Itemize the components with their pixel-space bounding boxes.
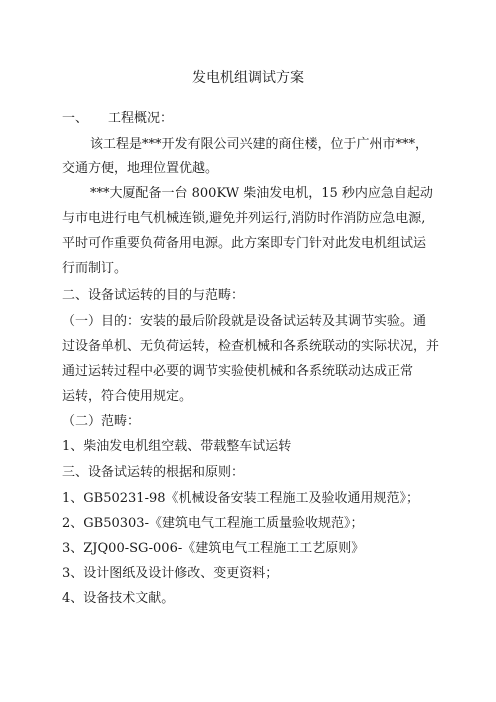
section3-item4: 3、设计图纸及设计修改、变更资料； xyxy=(62,566,279,581)
section1-heading: 工程概况： xyxy=(108,111,174,126)
section2-paragraph1-line4: 运转，符合使用规定。 xyxy=(62,389,193,404)
section2-paragraph1-line3: 通过运转过程中必要的调节实验使机械和各系统联动达成正常 xyxy=(62,364,414,379)
section2-item1: 1、柴油发电机组空载、带载整车试运转 xyxy=(62,439,292,454)
section1-paragraph2-line4: 行而制订。 xyxy=(62,261,128,276)
section2-paragraph1-line2: 过设备单机、无负荷运转，检查机械和各系统联动的实际状况，并 xyxy=(62,339,440,354)
section1-heading-number: 一、 xyxy=(62,111,89,126)
section1-paragraph2-line2: 与市电进行电气机械连锁,避免并列运行,消防时作消防应急电源, xyxy=(62,211,426,226)
section3-item2: 2、GB50303-《建筑电气工程施工质量验收规范》； xyxy=(62,516,364,531)
section1-paragraph2-line1: ***大厦配备一台 800KW 柴油发电机，15 秒内应急自起动 xyxy=(90,186,433,201)
section3-heading: 三、设备试运转的根据和原则： xyxy=(62,465,245,480)
section2-paragraph2: （二）范畴： xyxy=(62,414,141,429)
section3-item3: 3、ZJQ00-SG-006-《建筑电气工程施工工艺原则》 xyxy=(62,541,365,556)
document-title: 发电机组调试方案 xyxy=(192,70,304,86)
section2-paragraph1-line1: （一）目的：安装的最后阶段就是设备试运转及其调节实验。通 xyxy=(62,314,427,329)
section1-paragraph1-line1: 该工程是***开发有限公司兴建的商住楼，位于广州市***， xyxy=(90,137,429,152)
section3-item1: 1、GB50231-98《机械设备安装工程施工及验收通用规范》； xyxy=(62,491,419,506)
section1-paragraph1-line2: 交通方便，地理位置优越。 xyxy=(62,161,219,176)
section2-heading: 二、设备试运转的目的与范畴： xyxy=(62,288,245,303)
section3-item5: 4、设备技术文献。 xyxy=(62,591,175,606)
section1-paragraph2-line3: 平时可作重要负荷备用电源。此方案即专门针对此发电机组试运 xyxy=(62,236,427,251)
